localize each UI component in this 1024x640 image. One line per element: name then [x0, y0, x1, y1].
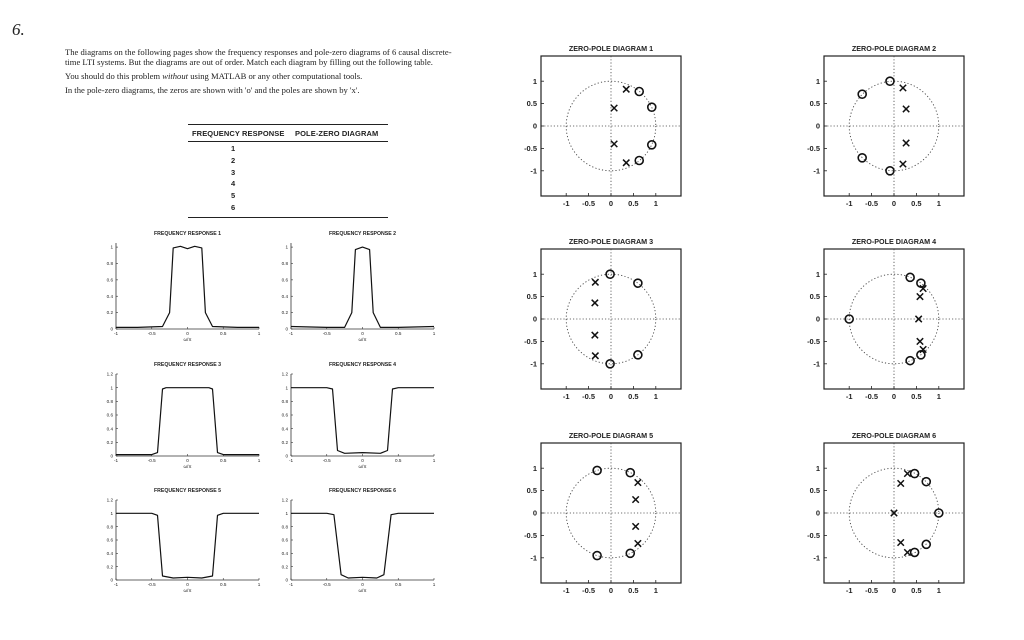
fr-title-2: FREQUENCY RESPONSE 2 — [328, 231, 397, 237]
zero-marker — [593, 552, 601, 560]
pz-x-tick-label: 0 — [608, 392, 614, 401]
pole-marker — [635, 540, 641, 546]
pole-marker — [592, 300, 598, 306]
pole-marker — [917, 293, 923, 299]
fr-x-tick-label: -1 — [113, 331, 119, 336]
zero-marker — [906, 273, 914, 281]
pole-marker — [917, 338, 923, 344]
intro-line-1: The diagrams on the following pages show the frequency responses and pole-zero diagrams of 6 causal discrete- — [65, 47, 452, 57]
pz-x-tick-label: -1 — [845, 586, 853, 595]
zero-marker — [906, 357, 914, 365]
pz-x-tick-label: 0.5 — [628, 586, 639, 595]
intro-emphasis: without — [162, 71, 189, 81]
pz-x-tick-label: 0.5 — [911, 586, 922, 595]
pz-y-tick-label: 0.5 — [526, 292, 537, 302]
pz-y-tick-label: -0.5 — [524, 144, 537, 153]
intro-line-3b: using MATLAB or any other computational tools. — [188, 71, 363, 81]
pz-y-tick-label: -1 — [813, 359, 820, 369]
fr-x-label: ω/π — [358, 588, 367, 593]
table-row: 1 — [231, 144, 236, 153]
fr-y-tick-label: 0.6 — [281, 412, 288, 418]
pz-x-tick-label: -1 — [562, 199, 570, 208]
fr-x-tick-label: 0.5 — [395, 331, 402, 336]
pole-marker — [900, 85, 906, 91]
fr-y-tick-label: 0.4 — [281, 426, 288, 432]
pz-y-tick-label: 0.5 — [809, 99, 820, 109]
pz-x-tick-label: -0.5 — [582, 199, 596, 208]
pz-y-tick-label: -1 — [813, 553, 820, 563]
frequency-response-1 — [116, 243, 259, 329]
fr-curve-6 — [291, 513, 434, 578]
frequency-response-4 — [291, 374, 434, 456]
pz-x-tick-label: 0 — [891, 392, 897, 401]
pz-x-tick-label: 1 — [653, 392, 658, 401]
fr-y-tick-label: 0.6 — [106, 412, 113, 418]
pz-x-tick-label: 0.5 — [911, 199, 922, 208]
fr-y-tick-label: 0.2 — [106, 310, 113, 316]
intro-line-4: In the pole-zero diagrams, the zeros are shown with 'o' and the poles are shown by 'x'. — [65, 85, 360, 95]
pz-x-tick-label: 0.5 — [628, 392, 639, 401]
pz-x-tick-label: -1 — [562, 586, 570, 595]
fr-y-tick-label: 0.4 — [106, 293, 113, 299]
fr-y-tick-label: 0.4 — [281, 550, 288, 556]
zero-marker — [635, 156, 643, 164]
pz-y-tick-label: 1 — [815, 76, 820, 86]
pz-x-tick-label: 1 — [653, 586, 658, 595]
pz-y-tick-label: 0 — [815, 121, 820, 131]
zero-marker — [922, 478, 930, 486]
fr-x-tick-label: 0 — [186, 458, 189, 463]
fr-title-3: FREQUENCY RESPONSE 3 — [153, 362, 222, 368]
fr-y-tick-label: 0.8 — [281, 398, 288, 404]
pz-y-tick-label: 0 — [815, 508, 820, 518]
pz-x-tick-label: -0.5 — [865, 392, 879, 401]
pole-marker — [900, 161, 906, 167]
pz-x-tick-label: -0.5 — [865, 199, 879, 208]
pz-y-tick-label: 1 — [532, 269, 537, 279]
pole-marker — [903, 140, 909, 146]
fr-x-label: ω/π — [358, 337, 367, 342]
fr-y-tick-label: 0.2 — [106, 439, 113, 445]
pz-x-tick-label: 0.5 — [911, 392, 922, 401]
fr-y-tick-label: 0.4 — [106, 426, 113, 432]
fr-y-tick-label: 0.6 — [281, 537, 288, 543]
fr-x-tick-label: 0.5 — [220, 331, 227, 336]
zero-marker — [606, 270, 614, 278]
fr-y-tick-label: 1.2 — [281, 371, 288, 377]
fr-x-tick-label: 0.5 — [220, 458, 227, 463]
pz-y-tick-label: -0.5 — [524, 337, 537, 346]
fr-y-tick-label: 1.2 — [106, 371, 113, 377]
pz-title-1: ZERO-POLE DIAGRAM 1 — [568, 44, 654, 53]
pz-x-tick-label: -1 — [562, 392, 570, 401]
fr-x-tick-label: -0.5 — [147, 331, 156, 336]
fr-y-tick-label: 0.2 — [281, 310, 288, 316]
fr-x-tick-label: -1 — [113, 582, 119, 587]
pz-x-tick-label: -1 — [845, 392, 853, 401]
pz-title-5: ZERO-POLE DIAGRAM 5 — [568, 431, 654, 440]
table-row: 3 — [231, 167, 236, 177]
pole-marker — [898, 480, 904, 486]
pz-x-tick-label: -0.5 — [582, 586, 596, 595]
pz-y-tick-label: -0.5 — [524, 531, 537, 540]
zero-marker — [626, 469, 634, 477]
pole-marker — [592, 353, 598, 359]
pz-title-2: ZERO-POLE DIAGRAM 2 — [851, 44, 937, 53]
fr-x-tick-label: 0.5 — [220, 582, 227, 587]
pole-marker — [904, 549, 910, 555]
header-frequency-response: FREQUENCY RESPONSE — [192, 129, 285, 138]
fr-x-tick-label: 0.5 — [395, 582, 402, 587]
fr-y-tick-label: 1 — [285, 510, 288, 516]
pz-y-tick-label: -1 — [530, 553, 537, 563]
fr-x-tick-label: -0.5 — [147, 582, 156, 587]
pz-y-tick-label: -1 — [530, 359, 537, 369]
header-pole-zero-diagram: POLE-ZERO DIAGRAM — [295, 129, 379, 138]
pz-y-tick-label: 0.5 — [809, 486, 820, 496]
frequency-response-2 — [291, 243, 434, 329]
pz-x-tick-label: 1 — [936, 199, 941, 208]
zero-pole-diagram-1 — [541, 56, 681, 196]
zero-marker — [648, 103, 656, 111]
fr-y-tick-label: 1 — [110, 510, 113, 516]
pole-marker — [611, 141, 617, 147]
pz-x-tick-label: 1 — [653, 199, 658, 208]
pole-marker — [632, 523, 638, 529]
pz-title-4: ZERO-POLE DIAGRAM 4 — [851, 237, 937, 246]
table-row: 4 — [231, 179, 236, 189]
intro-line-3a: You should do this problem — [65, 71, 163, 81]
fr-curve-4 — [291, 388, 434, 454]
fr-x-tick-label: 1 — [432, 582, 436, 587]
zero-marker — [593, 466, 601, 474]
pz-y-tick-label: 1 — [532, 463, 537, 473]
fr-y-tick-label: 0.2 — [281, 439, 288, 445]
fr-x-tick-label: 1 — [257, 458, 261, 463]
pz-x-tick-label: 0.5 — [628, 199, 639, 208]
fr-curve-1 — [116, 246, 259, 327]
fr-y-tick-label: 0.6 — [106, 277, 113, 283]
zero-pole-diagram-6 — [824, 443, 964, 583]
fr-x-label: ω/π — [358, 464, 367, 469]
zero-pole-diagram-4 — [824, 249, 964, 389]
fr-title-4: FREQUENCY RESPONSE 4 — [328, 362, 397, 368]
pz-title-3: ZERO-POLE DIAGRAM 3 — [568, 237, 654, 246]
pz-x-tick-label: -1 — [845, 199, 853, 208]
zero-marker — [634, 279, 642, 287]
fr-x-tick-label: 1 — [432, 331, 436, 336]
pz-y-tick-label: 0.5 — [526, 486, 537, 496]
fr-y-tick-label: 0.8 — [106, 261, 113, 267]
fr-y-tick-label: 0.6 — [281, 277, 288, 283]
zero-pole-diagram-2 — [824, 56, 964, 196]
fr-x-tick-label: -0.5 — [322, 582, 331, 587]
pole-marker — [898, 539, 904, 545]
fr-curve-3 — [116, 388, 259, 455]
fr-y-tick-label: 0.8 — [281, 261, 288, 267]
fr-x-tick-label: 1 — [257, 331, 261, 336]
pz-y-tick-label: 0.5 — [809, 292, 820, 302]
pole-marker — [632, 496, 638, 502]
fr-x-tick-label: -0.5 — [322, 331, 331, 336]
pz-x-tick-label: -0.5 — [865, 586, 879, 595]
fr-y-tick-label: 0 — [285, 453, 288, 459]
fr-x-tick-label: -1 — [288, 331, 294, 336]
fr-x-label: ω/π — [183, 337, 192, 342]
fr-x-tick-label: -1 — [288, 582, 294, 587]
pole-marker — [904, 470, 910, 476]
fr-y-tick-label: 1 — [110, 244, 113, 250]
pole-marker — [635, 479, 641, 485]
pz-x-tick-label: 0 — [608, 199, 614, 208]
fr-y-tick-label: 0.6 — [106, 537, 113, 543]
fr-title-6: FREQUENCY RESPONSE 6 — [328, 488, 397, 494]
fr-y-tick-label: 0 — [285, 326, 288, 332]
pz-y-tick-label: 0 — [532, 121, 537, 131]
fr-y-tick-label: 0.2 — [106, 564, 113, 570]
pz-y-tick-label: 1 — [532, 76, 537, 86]
fr-x-tick-label: -0.5 — [147, 458, 156, 463]
fr-x-label: ω/π — [183, 464, 192, 469]
pz-x-tick-label: 0 — [891, 586, 897, 595]
frequency-response-5 — [116, 500, 259, 580]
zero-pole-diagram-5 — [541, 443, 681, 583]
pz-y-tick-label: 1 — [815, 463, 820, 473]
fr-y-tick-label: 0.4 — [106, 550, 113, 556]
pz-y-tick-label: 0 — [532, 508, 537, 518]
pz-x-tick-label: -0.5 — [582, 392, 596, 401]
fr-y-tick-label: 1 — [285, 385, 288, 391]
pz-y-tick-label: 0.5 — [526, 99, 537, 109]
fr-x-label: ω/π — [183, 588, 192, 593]
pole-marker — [592, 279, 598, 285]
pz-y-tick-label: 0 — [532, 314, 537, 324]
fr-y-tick-label: 1 — [285, 244, 288, 250]
fr-x-tick-label: 1 — [432, 458, 436, 463]
fr-x-tick-label: 0 — [361, 458, 364, 463]
pz-x-tick-label: 1 — [936, 392, 941, 401]
fr-x-tick-label: 0.5 — [395, 458, 402, 463]
pole-marker — [592, 332, 598, 338]
fr-curve-5 — [116, 513, 259, 578]
table-row: 5 — [231, 191, 236, 201]
zero-marker — [886, 77, 894, 85]
pz-x-tick-label: 1 — [936, 586, 941, 595]
fr-title-5: FREQUENCY RESPONSE 5 — [153, 488, 222, 494]
pz-title-6: ZERO-POLE DIAGRAM 6 — [851, 431, 937, 440]
frequency-response-3 — [116, 374, 259, 456]
zero-pole-diagram-3 — [541, 249, 681, 389]
pole-marker — [623, 86, 629, 92]
table-row: 6 — [231, 202, 236, 212]
zero-marker — [858, 90, 866, 98]
pz-y-tick-label: 1 — [815, 269, 820, 279]
problem-number: 6. — [12, 20, 25, 39]
pz-y-tick-label: -0.5 — [807, 337, 820, 346]
fr-y-tick-label: 0.8 — [106, 524, 113, 530]
fr-y-tick-label: 1.2 — [281, 497, 288, 503]
fr-y-tick-label: 0 — [110, 326, 113, 332]
pz-y-tick-label: -1 — [530, 166, 537, 176]
pole-marker — [611, 105, 617, 111]
fr-x-tick-label: 0 — [361, 582, 364, 587]
fr-x-tick-label: 0 — [186, 331, 189, 336]
pole-marker — [623, 160, 629, 166]
fr-y-tick-label: 0 — [110, 453, 113, 459]
fr-y-tick-label: 0 — [110, 577, 113, 583]
fr-x-tick-label: -1 — [288, 458, 294, 463]
fr-x-tick-label: 1 — [257, 582, 261, 587]
intro-line-2: time LTI systems. But the diagrams are out of order. Match each diagram by filling out the following table. — [65, 57, 433, 67]
pz-x-tick-label: 0 — [891, 199, 897, 208]
fr-y-tick-label: 1.2 — [106, 497, 113, 503]
fr-y-tick-label: 0.8 — [281, 524, 288, 530]
pz-y-tick-label: 0 — [815, 314, 820, 324]
pz-y-tick-label: -1 — [813, 166, 820, 176]
fr-y-tick-label: 0.2 — [281, 564, 288, 570]
fr-y-tick-label: 0.4 — [281, 293, 288, 299]
zero-marker — [648, 141, 656, 149]
pz-y-tick-label: -0.5 — [807, 531, 820, 540]
frequency-response-6 — [291, 500, 434, 580]
fr-curve-2 — [291, 247, 434, 327]
fr-y-tick-label: 0.8 — [106, 398, 113, 404]
fr-x-tick-label: 0 — [186, 582, 189, 587]
fr-y-tick-label: 1 — [110, 385, 113, 391]
pz-x-tick-label: 0 — [608, 586, 614, 595]
zero-marker — [626, 549, 634, 557]
fr-x-tick-label: -0.5 — [322, 458, 331, 463]
fr-x-tick-label: 0 — [361, 331, 364, 336]
table-row: 2 — [231, 155, 236, 165]
pz-y-tick-label: -0.5 — [807, 144, 820, 153]
fr-title-1: FREQUENCY RESPONSE 1 — [153, 231, 222, 237]
zero-marker — [858, 154, 866, 162]
fr-x-tick-label: -1 — [113, 458, 119, 463]
pole-marker — [903, 106, 909, 112]
fr-y-tick-label: 0 — [285, 577, 288, 583]
